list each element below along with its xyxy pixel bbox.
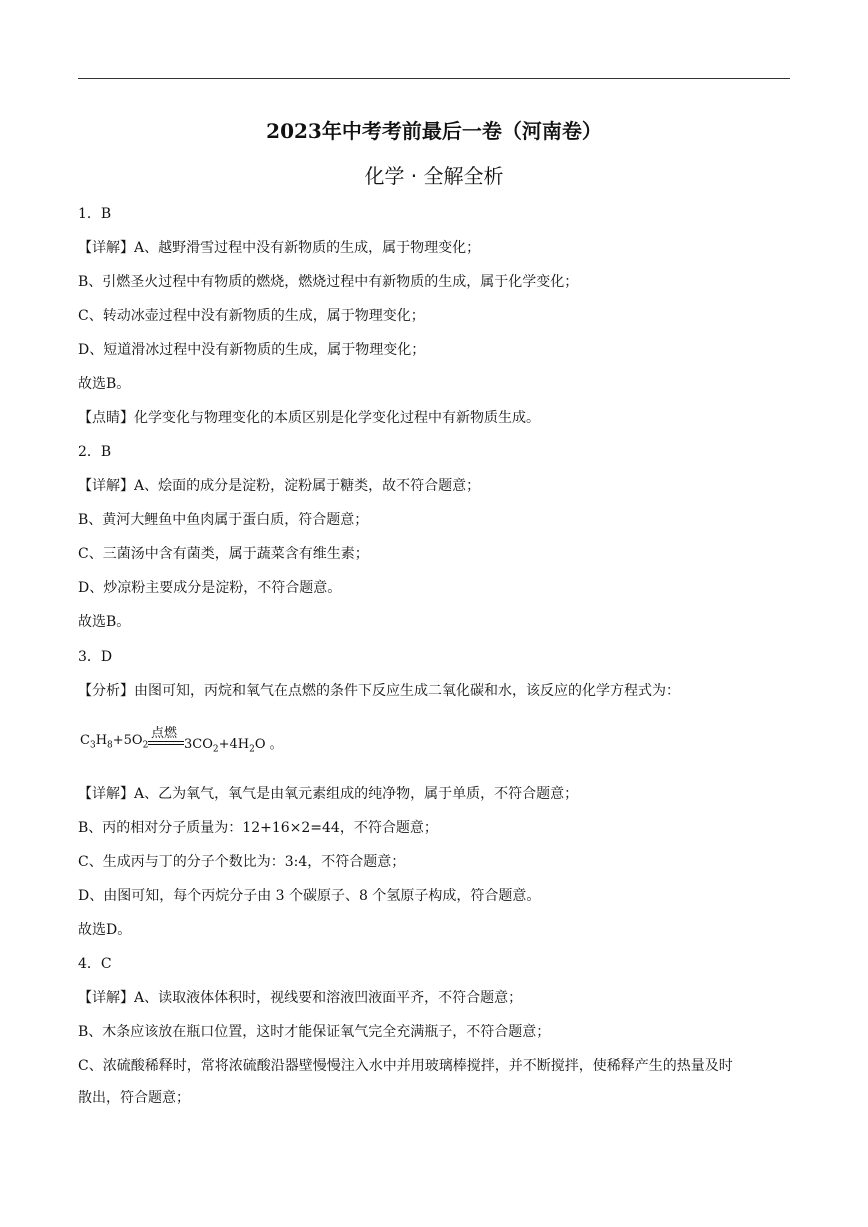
q3-option-b: B、丙的相对分子质量为：12+16×2=44，不符合题意；	[78, 820, 438, 836]
equals-bar-top	[148, 741, 184, 742]
q1-choice: 故选B。	[78, 376, 131, 392]
equation-reactants: $C_3H_8+5O_2$	[80, 733, 149, 751]
q1-option-b: B、引燃圣火过程中有物质的燃烧，燃烧过程中有新物质的生成，属于化学变化；	[78, 274, 579, 290]
q3-answer: 3．D	[78, 649, 113, 665]
q4-option-c-line2: 散出，符合题意；	[78, 1090, 190, 1106]
q2-choice: 故选B。	[78, 614, 131, 630]
q4-option-c-line1: C、浓硫酸稀释时，常将浓硫酸沿器壁慢慢注入水中并用玻璃棒搅拌，并不断搅拌，使稀释产生的热量及时	[78, 1058, 733, 1074]
q2-detail-a: 【详解】A、烩面的成分是淀粉，淀粉属于糖类，故不符合题意；	[78, 478, 481, 494]
q3-choice: 故选D。	[78, 922, 132, 938]
chemical-equation	[80, 722, 480, 762]
q2-option-b: B、黄河大鲤鱼中鱼肉属于蛋白质，符合题意；	[78, 512, 369, 528]
q3-detail-a: 【详解】A、乙为氧气，氧气是由氧元素组成的纯净物，属于单质，不符合题意；	[78, 786, 579, 802]
q3-analysis: 【分析】由图可知，丙烷和氧气在点燃的条件下反应生成二氧化碳和水，该反应的化学方程式为：	[78, 683, 680, 699]
q2-answer: 2．B	[78, 444, 112, 460]
reaction-condition: 点燃	[151, 726, 178, 741]
header-rule	[78, 78, 790, 79]
q3-option-d: D、由图可知，每个丙烷分子由 3 个碳原子、8 个氢原子构成，符合题意。	[78, 888, 541, 904]
q4-detail-a: 【详解】A、读取液体体积时，视线要和溶液凹液面平齐，不符合题意；	[78, 990, 523, 1006]
q2-option-c: C、三菌汤中含有菌类，属于蔬菜含有维生素；	[78, 546, 369, 562]
q4-answer: 4．C	[78, 956, 112, 972]
page-subtitle: 化学 · 全解全析	[364, 164, 504, 188]
q3-option-c: C、生成丙与丁的分子个数比为：3:4，不符合题意；	[78, 854, 406, 870]
q1-detail-a: 【详解】A、越野滑雪过程中没有新物质的生成，属于物理变化；	[78, 240, 481, 256]
equals-bar-bottom	[148, 744, 184, 745]
q2-option-d: D、炒凉粉主要成分是淀粉，不符合题意。	[78, 580, 342, 596]
page-title: 2023年中考考前最后一卷（河南卷）	[266, 119, 602, 143]
equation-products: $3CO_2+4H_2O$ 。	[184, 737, 283, 755]
q1-option-d: D、短道滑冰过程中没有新物质的生成，属于物理变化；	[78, 342, 426, 358]
q1-option-c: C、转动冰壶过程中没有新物质的生成，属于物理变化；	[78, 308, 425, 324]
q1-tip: 【点睛】化学变化与物理变化的本质区别是化学变化过程中有新物质生成。	[78, 410, 540, 426]
q4-option-b: B、木条应该放在瓶口位置，这时才能保证氧气完全充满瓶子，不符合题意；	[78, 1024, 551, 1040]
q1-answer: 1．B	[78, 206, 112, 222]
